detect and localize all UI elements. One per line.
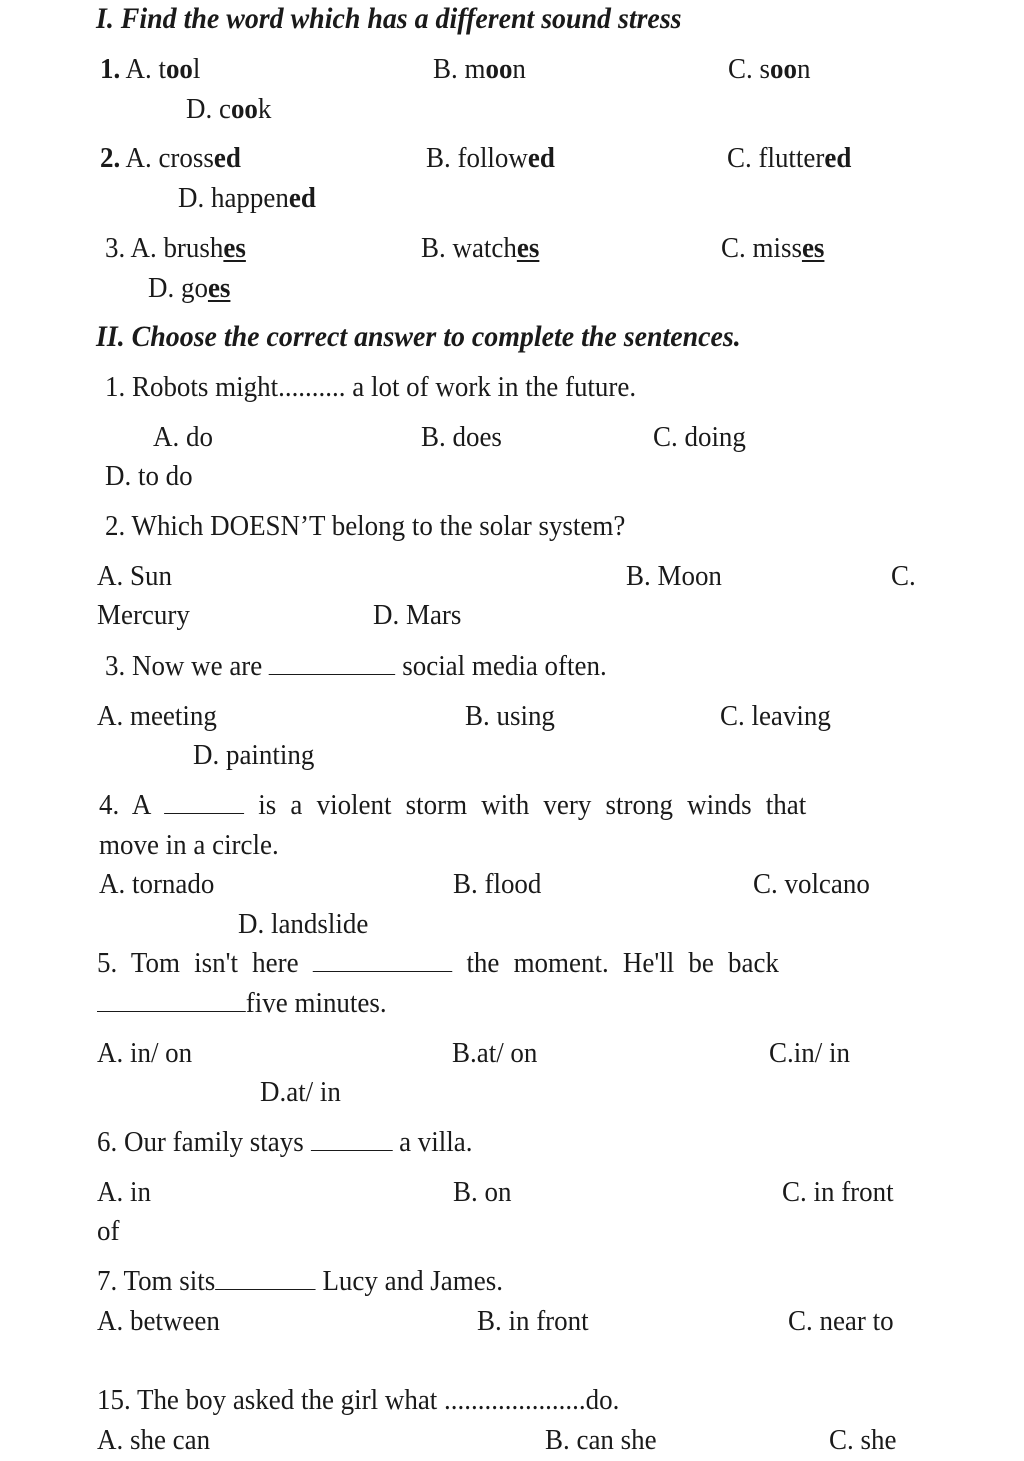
s2-q15-stem	[97, 1383, 619, 1417]
s2-q1-stem	[105, 370, 636, 404]
s1-q3-option-d	[148, 271, 230, 305]
s2-q7-option-b: B. in front	[477, 1305, 589, 1337]
s1-q1-option-d	[186, 92, 271, 126]
s2-q4-stem-cont: move in a circle.	[99, 829, 279, 861]
s1-q1-option-b	[433, 52, 526, 86]
s1-q2-option-a	[100, 141, 241, 175]
opt-text: D. c	[186, 93, 231, 125]
stem-text: social media often.	[395, 650, 607, 682]
s2-q3-stem	[105, 649, 607, 683]
s2-q15-option-c: C. she	[829, 1424, 897, 1456]
opt-bold: oo	[485, 53, 513, 85]
answer-blank	[97, 989, 246, 1012]
s2-q1-option-c: C. doing	[653, 421, 746, 453]
opt-text: n	[512, 53, 526, 85]
s2-q5-option-b: B.at/ on	[452, 1037, 538, 1069]
s2-q7-stem	[97, 1264, 503, 1298]
s2-q7-option-a: A. between	[97, 1305, 220, 1337]
s2-q6-option-c: C. in front	[782, 1176, 894, 1208]
stem-text: 3. Now we are	[105, 650, 270, 682]
stem-text: five minutes.	[245, 987, 387, 1019]
stem-text: is a violent storm with very strong winds that	[244, 789, 807, 821]
opt-bold: ed	[213, 142, 241, 174]
stem-text: Lucy and James.	[315, 1265, 503, 1297]
stem-text: 7. Tom sits	[97, 1265, 216, 1297]
opt-bold: ed	[527, 142, 555, 174]
s2-q15-option-a: A. she can	[97, 1424, 211, 1456]
stem-text: 4. A	[99, 789, 165, 821]
opt-bold: oo	[769, 53, 797, 85]
s2-q4-option-a: A. tornado	[99, 868, 215, 900]
s1-q1-option-c	[728, 52, 810, 86]
opt-text: A. cross	[125, 142, 214, 174]
s2-q2-option-a: A. Sun	[97, 560, 172, 592]
s2-q5-option-a: A. in/ on	[97, 1037, 193, 1069]
s1-q3-option-b	[421, 231, 539, 265]
s2-q1-option-d: D. to do	[105, 460, 193, 492]
s2-q2-option-c-label: C.	[891, 560, 916, 592]
opt-bold: oo	[165, 53, 193, 85]
s2-q3-option-c: C. leaving	[720, 700, 831, 732]
opt-bold: es	[801, 232, 825, 264]
opt-bold: ed	[824, 142, 852, 174]
opt-text: D. happen	[178, 182, 289, 214]
opt-bold: es	[207, 272, 231, 304]
s1-q2-option-c	[727, 141, 851, 175]
s2-q3-option-b: B. using	[465, 700, 555, 732]
stem-text: the moment. He'll be back	[452, 947, 779, 979]
opt-text: B. follow	[426, 142, 528, 174]
opt-bold: es	[516, 232, 540, 264]
opt-bold: oo	[230, 93, 258, 125]
answer-blank	[164, 791, 244, 814]
opt-text: D. go	[148, 272, 208, 304]
s2-q3-option-d: D. painting	[193, 739, 315, 771]
opt-text: C. flutter	[727, 142, 825, 174]
s1-q3-option-a	[105, 231, 246, 265]
section-1-heading: I. Find the word which has a different sound stress	[96, 2, 682, 35]
stem-text: 5. Tom isn't here	[97, 947, 313, 979]
answer-blank	[215, 1267, 315, 1290]
s2-q6-option-b: B. on	[453, 1176, 512, 1208]
opt-bold: es	[223, 232, 246, 264]
opt-text: k	[257, 93, 272, 125]
s2-q4-option-d: D. landslide	[238, 908, 369, 940]
opt-bold: ed	[288, 182, 316, 214]
s1-q2-option-b	[426, 141, 555, 175]
stem-text: 15. The boy asked the girl what	[97, 1384, 445, 1416]
opt-text: n	[796, 53, 811, 85]
answer-blank	[269, 652, 395, 675]
s2-q15-option-b: B. can she	[545, 1424, 657, 1456]
s2-q4-option-c: C. volcano	[753, 868, 870, 900]
s2-q2-option-b: B. Moon	[626, 560, 722, 592]
s1-q3-option-c	[721, 231, 824, 265]
s2-q5-stem	[97, 946, 779, 980]
s1-q1-number: 1.	[100, 53, 121, 85]
opt-text: B. watch	[421, 232, 517, 264]
s2-q4-option-b: B. flood	[453, 868, 542, 900]
s2-q2-option-d: D. Mars	[373, 599, 462, 631]
s1-q2-option-d	[178, 181, 316, 215]
s2-q4-stem	[99, 788, 806, 822]
opt-text: l	[192, 53, 201, 85]
stem-text: 6. Our family stays	[97, 1126, 311, 1158]
s2-q6-stem	[97, 1125, 472, 1159]
answer-blank	[310, 1128, 392, 1151]
s1-q3-number: 3.	[105, 232, 126, 264]
s2-q5-option-d: D.at/ in	[260, 1076, 341, 1108]
s2-q2-stem: 2. Which DOESN’T belong to the solar system?	[105, 510, 626, 542]
s2-q3-option-a: A. meeting	[97, 700, 217, 732]
s2-q1-option-b: B. does	[421, 421, 502, 453]
s2-q6-option-a: A. in	[97, 1176, 151, 1208]
s2-q2-option-c-text: Mercury	[97, 599, 190, 631]
stem-text: a lot of work in the future.	[352, 371, 637, 403]
s2-q7-option-c: C. near to	[788, 1305, 894, 1337]
s2-q5-stem-cont	[97, 986, 387, 1020]
opt-text: C. s	[728, 53, 770, 85]
opt-text: B. m	[433, 53, 486, 85]
opt-text: C. miss	[721, 232, 802, 264]
stem-text: a villa.	[392, 1126, 473, 1158]
answer-blank-dots: .....................	[444, 1384, 586, 1416]
s2-q1-option-a: A. do	[153, 421, 213, 453]
s1-q1-option-a	[100, 52, 200, 86]
stem-text: do.	[585, 1384, 620, 1416]
s1-q2-number: 2.	[100, 142, 121, 174]
s2-q6-option-c-cont: of	[97, 1215, 120, 1247]
stem-text: 1. Robots might..........	[105, 371, 353, 403]
s2-q5-option-c: C.in/ in	[769, 1037, 850, 1069]
opt-text: A. t	[125, 53, 166, 85]
answer-blank	[313, 949, 453, 972]
section-2-heading: II. Choose the correct answer to complete the sentences.	[96, 320, 741, 353]
opt-text: A. brush	[130, 232, 224, 264]
